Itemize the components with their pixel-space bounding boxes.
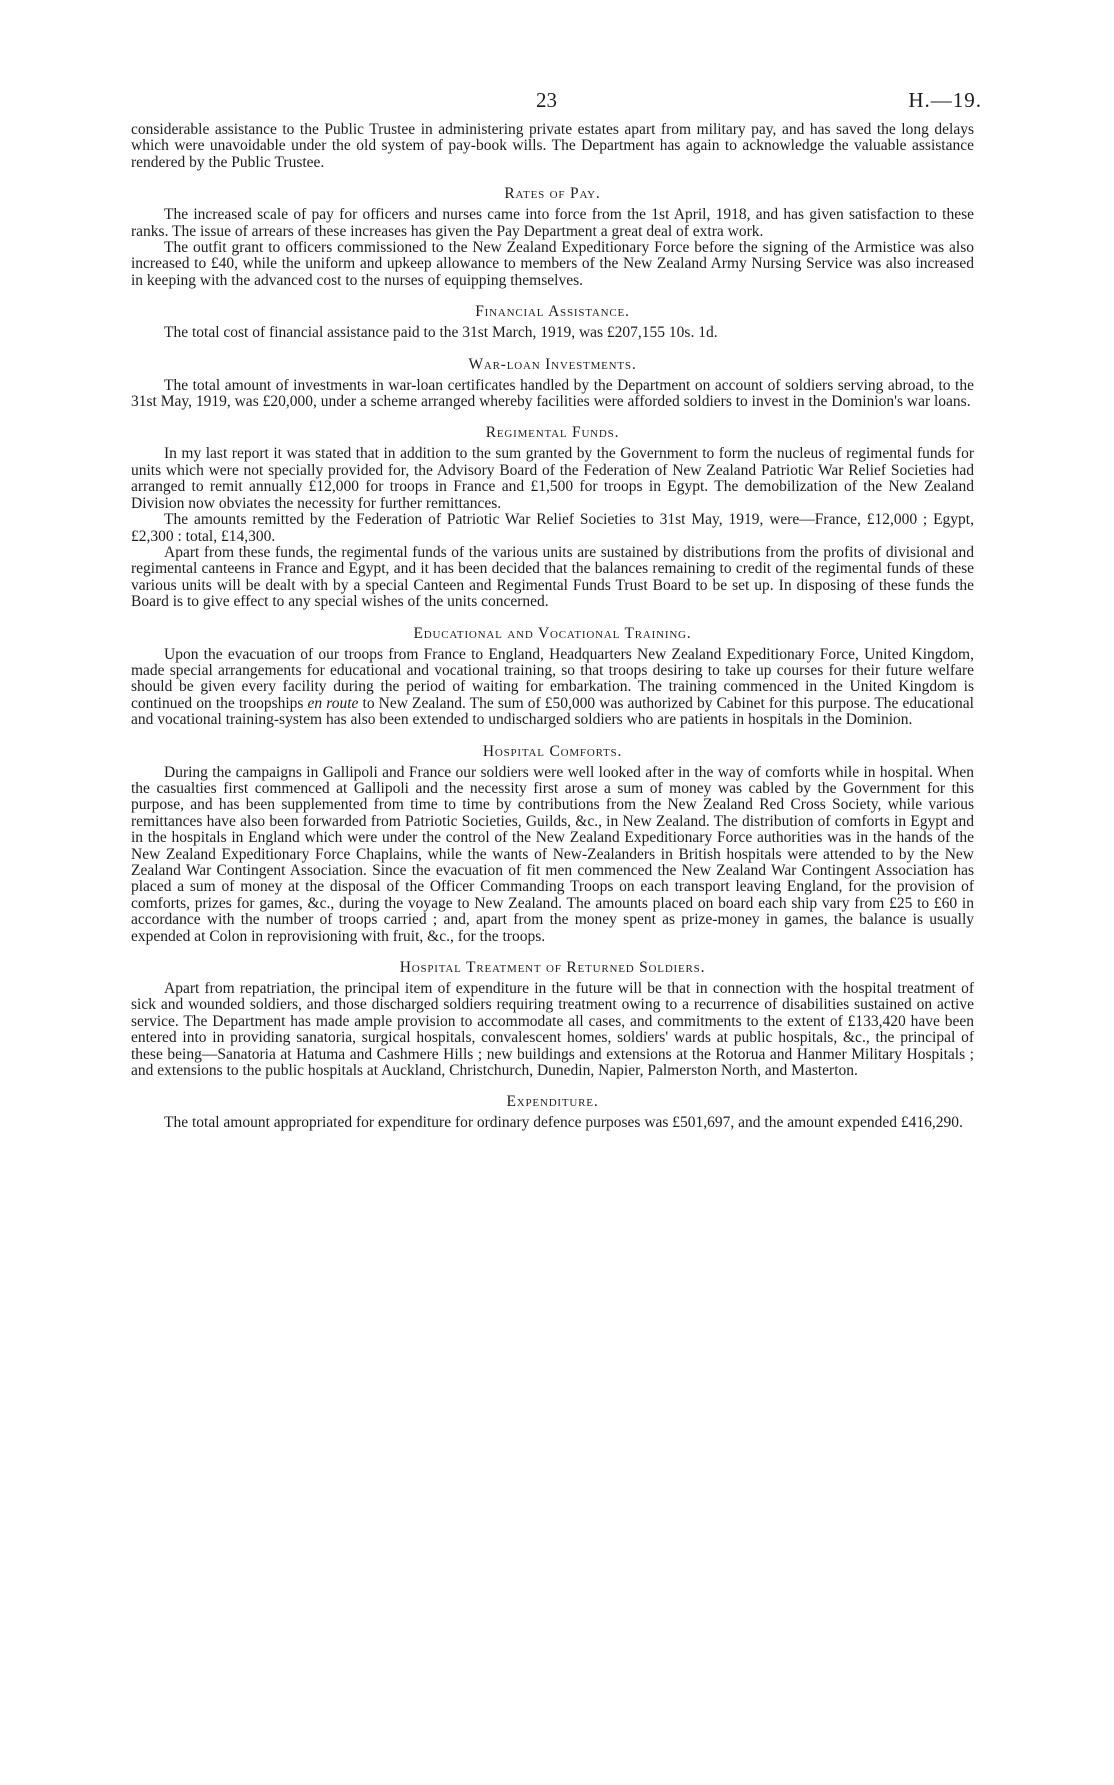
page-header — [131, 88, 982, 118]
regimental-funds-paragraph-3: Apart from these funds, the regimental funds of the various units are sustained by distributions from the profits of divisional and regimental canteens in France and Egypt, and it has been decided that the balances remaining to credit of the regimental funds of these various units will be dealt with by a special Canteen and Regimental Funds Trust Board to be set up. In disposing of these funds the Board is to give effect to any special wishes of the units concerned. — [131, 543, 974, 611]
section-title-educational-training: Educational and Vocational Training. — [413, 624, 692, 642]
intro-paragraph: considerable assistance to the Public Trustee in administering private estates apart from military pay, and has saved the long delays which were unavoidable under the old system of pay-book wills. The Department has again to acknowledge the valuable assistance rendered by the Public Trustee. — [131, 121, 974, 171]
regimental-funds-paragraph-1: In my last report it was stated that in addition to the sum granted by the Government to form the nucleus of regimental funds for units which were not specially provided for, the Advisory Board of the Federation of New Zealand Patriotic War Relief Societies had arranged to remit annually £12,000 for troops in France and £1,500 for troops in Egypt. The demobilization of the New Zealand Division now obviates the necessity for further remittances. — [131, 445, 974, 512]
document-reference: H.—19. — [908, 88, 982, 112]
war-loan-paragraph: The total amount of investments in war-loan certificates handled by the Department on account of soldiers serving abroad, to the 31st May, 1919, was £20,000, under a scheme arranged whereby facilities were afforded soldiers to invest in the Dominion's war loans. — [131, 376, 974, 411]
educational-text-en-route: en route — [307, 694, 359, 712]
section-title-hospital-treatment: Hospital Treatment of Returned Soldiers. — [399, 959, 706, 977]
hospital-treatment-paragraph: Apart from repatriation, the principal item of expenditure in the future will be that in connection with the hospital treatment of sick and wounded soldiers, and those discharged soldiers requiring treatment owing to a recurrence of disabilities sustained on active service. The Department has made ample provision to accommodate all cases, and commitments to the extent of £133,420 have been entered into in providing sanatoria, surgical hospitals, convalescent homes, soldiers' wards at public hospitals, &c., the principal of these being—Sanatoria at Hatuma and Cashmere Hills ; new buildings and extensions at the Rotorua and Hanmer Military Hospitals ; and extensions to the public hospitals at Auckland, Christchurch, Dunedin, Napier, Palmerston North, and Masterton. — [131, 980, 974, 1080]
educational-text-a: Upon the evacuation of our troops from France to England, Headquarters New Zealand Expeditionary Force, United Kingdom, made special arrangements for educational and vocational training, so that troops desiring to take up courses for their future welfare should be given every facility during the period of waiting for embarkation. The training commenced in the United Kingdom is continued on the troopships — [131, 645, 974, 712]
section-title-rates-of-pay: Rates of Pay. — [504, 185, 601, 203]
hospital-comforts-paragraph: During the campaigns in Gallipoli and France our soldiers were well looked after in the way of comforts while in hospital. When the casualties first commenced at Gallipoli and the necessity first arose a sum of money was cabled by the Government for this purpose, and has been supplemented from time to time by contributions from the New Zealand Red Cross Society, while various remittances have also been forwarded from Patriotic Societies, Guilds, &c., in New Zealand. The distribution of comforts in Egypt and in the hospitals in England which were under the control of the New Zealand Expeditionary Force authorities was in the hands of the New Zealand Expeditionary Force Chaplains, while the wants of New-Zealanders in British hospitals were attended to by the New Zealand War Contingent Association. Since the evacuation of fit men commenced the New Zealand War Contingent Association has placed a sum of money at the disposal of the Officer Commanding Troops on each transport leaving England, for the provision of comforts, prizes for games, &c., during the voyage to New Zealand. The amounts placed on board each ship vary from £25 to £60 in accordance with the number of troops carried ; and, apart from the money spent as prize-money in games, the balance is usually expended at Colon in reprovisioning with fruit, &c., for the troops. — [131, 763, 974, 945]
page-number: 23 — [536, 88, 557, 112]
section-title-hospital-comforts: Hospital Comforts. — [482, 742, 623, 760]
educational-paragraph — [131, 647, 974, 729]
educational-text-b: to New Zealand. The sum of £50,000 was authorized by Cabinet for this purpose. The educational and vocational training-system has also been extended to undischarged soldiers who are patients in hospitals in the Dominion. — [131, 694, 974, 729]
section-title-war-loan-investments: War-loan Investments. — [468, 355, 637, 373]
rates-of-pay-paragraph-1: The increased scale of pay for officers and nurses came into force from the 1st April, 1918, and has given satisfaction to these ranks. The issue of arrears of these increases has given the Pay Department a great deal of extra work. — [131, 206, 974, 240]
rates-of-pay-paragraph-2: The outfit grant to officers commissioned to the New Zealand Expeditionary Force before the signing of the Armistice was also increased to £40, while the uniform and upkeep allowance to members of the New Zealand Army Nursing Service was also increased in keeping with the advanced cost to the nurses of equipping themselves. — [131, 239, 974, 289]
expenditure-paragraph: The total amount appropriated for expenditure for ordinary defence purposes was £501,697, and the amount expended £416,290. — [164, 1114, 963, 1132]
regimental-funds-paragraph-2: The amounts remitted by the Federation of Patriotic War Relief Societies to 31st May, 1919, were—France, £12,000 ; Egypt, £2,300 : total, £14,300. — [131, 511, 974, 545]
section-title-expenditure: Expenditure. — [506, 1093, 599, 1111]
section-title-regimental-funds: Regimental Funds. — [485, 424, 620, 442]
financial-assistance-paragraph: The total cost of financial assistance paid to the 31st March, 1919, was £207,155 10s. 1d. — [164, 324, 718, 342]
section-title-financial-assistance: Financial Assistance. — [475, 303, 630, 321]
